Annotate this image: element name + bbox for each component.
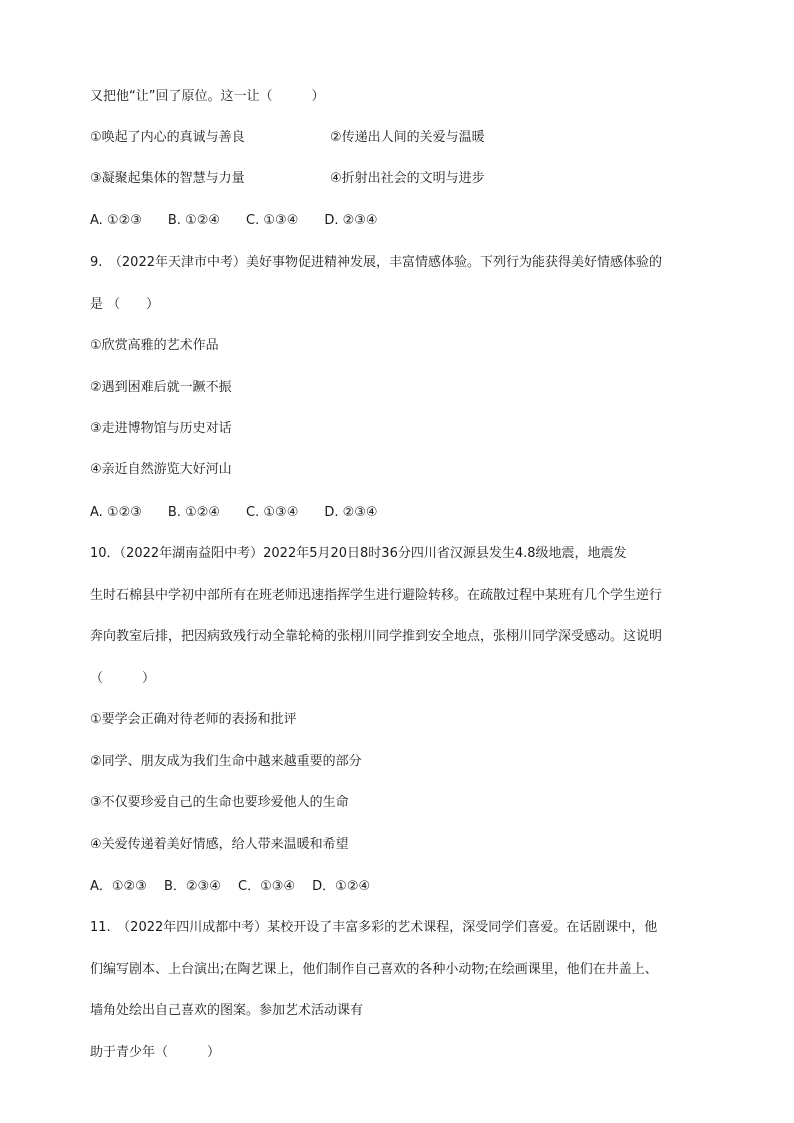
q10-option-4: ④关爱传递着美好情感，给人带来温暖和希望 (90, 837, 349, 852)
q10-stem-line-3: 奔向教室后排，把因病致残行动全靠轮椅的张栩川同学推到安全地点，张栩川同学深受感动。这说明 (90, 629, 663, 644)
q10-option-2: ②同学、朋友成为我们生命中越来越重要的部分 (90, 754, 362, 769)
q9-option-4: ④亲近自然游览大好河山 (90, 462, 232, 477)
q11-stem-line-2: 们编写剧本、上台演出;在陶艺课上，他们制作自己喜欢的各种小动物;在绘画课里，他们在井盖上、 (90, 962, 658, 977)
q10-option-1: ①要学会正确对待老师的表扬和批评 (90, 712, 297, 727)
q10-answer-choices: A．①②③ B．②③④ C．①③④ D．①②④ (90, 879, 371, 894)
q8-option-3: ③凝聚起集体的智慧与力量 (90, 171, 245, 186)
q10-stem-line-2: 生时石棉县中学初中部所有在班老师迅速指挥学生进行避险转移。在疏散过程中某班有几个学生逆行 (90, 588, 663, 603)
q10-stem-bracket: （ ） (90, 671, 156, 686)
q8-option-2: ②传递出人间的关爱与温暖 (330, 130, 485, 145)
q9-option-1: ①欣赏高雅的艺术作品 (90, 338, 219, 353)
q11-stem-line-3: 墙角处绘出自己喜欢的图案。参加艺术活动课有 (90, 1003, 364, 1018)
q9-stem: 9. （2022年天津市中考）美好事物促进精神发展，丰富情感体验。下列行为能获得美好情感体验的 (90, 255, 662, 270)
q9-option-3: ③走进博物馆与历史对话 (90, 421, 232, 436)
q9-stem-continuation: 是 （ ） (90, 297, 160, 312)
q8-stem-continuation: 又把他“让”回了原位。这一让（ ） (90, 89, 325, 104)
q8-option-1: ①唤起了内心的真诚与善良 (90, 130, 245, 145)
q11-stem-line-4: 助于青少年（ ） (90, 1045, 221, 1060)
q8-option-4: ④折射出社会的文明与进步 (330, 171, 485, 186)
q10-stem-line-1: 10．（2022年湖南益阳中考）2022年5月20日8时36分四川省汉源县发生4.8级地震，地震发 (90, 546, 627, 561)
q8-answer-choices: A. ①②③ B. ①②④ C. ①③④ D. ②③④ (90, 213, 378, 228)
q10-option-3: ③不仅要珍爱自己的生命也要珍爱他人的生命 (90, 795, 349, 810)
q9-answer-choices: A. ①②③ B. ①②④ C. ①③④ D. ②③④ (90, 505, 378, 520)
q11-stem-line-1: 11. （2022年四川成都中考）某校开设了丰富多彩的艺术课程，深受同学们喜爱。在话剧课中，他 (90, 920, 658, 935)
q9-option-2: ②遇到困难后就一蹶不振 (90, 380, 232, 395)
